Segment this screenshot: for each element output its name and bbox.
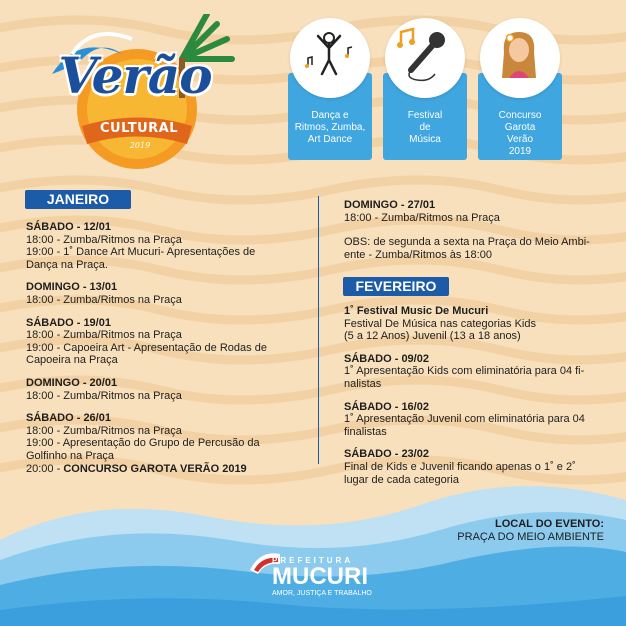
final-highlight: CONCURSO GAROTA VERÃO 2019: [63, 462, 247, 475]
event-line: 18:00 - Zumba/Ritmos na Praça: [26, 389, 182, 402]
event-date: SÁBADO - 19/01: [26, 316, 111, 329]
event-date: SÁBADO - 26/01: [26, 412, 111, 425]
event-line: 19:00 - Apresentação do Grupo de Percusão da: [26, 437, 260, 450]
event-line: 19:00 - 1˚ Dance Art Mucuri- Apresentações de: [26, 246, 256, 259]
obs-line: ente - Zumba/Ritmos às 18:00: [344, 248, 492, 261]
location-title: LOCAL DO EVENTO:: [495, 518, 604, 530]
card-label: Dança e Ritmos, Zumba, Art Dance: [294, 110, 366, 145]
obs-line: OBS: de segunda a sexta na Praça do Meio Ambi-: [344, 236, 590, 249]
card-label: Festival de Música: [407, 110, 443, 145]
column-divider: [318, 196, 319, 464]
month-header-fevereiro: FEVEREIRO: [343, 277, 449, 296]
event-block: [26, 317, 316, 367]
festival-title: 1˚ Festival Music De Mucuri: [344, 305, 489, 317]
event-line: 1˚ Apresentação Juvenil com eliminatória para 04: [344, 413, 585, 426]
event-line: Capoeira na Praça: [26, 354, 118, 367]
event-block: [26, 377, 316, 402]
final-time: 20:00 -: [26, 462, 64, 475]
event-block: [26, 221, 316, 271]
event-date: DOMINGO - 13/01: [26, 281, 118, 294]
event-line: Final de Kids e Juvenil ficando apenas o 1˚ e 2˚: [344, 460, 576, 473]
festival-line: (5 a 12 Anos) Juvenil (13 a 18 anos): [344, 330, 521, 343]
event-line: 18:00 - Zumba/Ritmos na Praça: [26, 424, 182, 437]
event-line: Dança na Praça.: [26, 258, 108, 271]
event-date: DOMINGO - 20/01: [26, 376, 118, 389]
location-value: PRAÇA DO MEIO AMBIENTE: [457, 531, 604, 543]
event-date: SÁBADO - 23/02: [344, 448, 429, 461]
event-date: SÁBADO - 16/02: [344, 400, 429, 413]
prefeitura-label: PREFEITURA: [272, 556, 354, 565]
prefeitura-slogan: AMOR, JUSTIÇA E TRABALHO: [272, 590, 372, 597]
event-line: finalistas: [344, 425, 387, 438]
event-date: DOMINGO - 27/01: [344, 199, 436, 211]
dancer-icon: [300, 26, 358, 84]
event-date: SÁBADO - 09/02: [344, 352, 429, 365]
card-label: Concurso Garota Verão 2019: [498, 110, 542, 157]
event-line: 18:00 - Zumba/Ritmos na Praça: [26, 293, 182, 306]
event-line: lugar de cada categoria: [344, 473, 459, 486]
card-concurso: [478, 18, 562, 160]
janeiro-schedule: [26, 221, 316, 475]
event-line: 19:00 - Capoeira Art - Apresentação de Rodas de: [26, 341, 267, 354]
event-line: 18:00 - Zumba/Ritmos na Praça: [26, 329, 182, 342]
event-location: [457, 518, 604, 544]
prefeitura-name: MUCURI: [272, 563, 368, 590]
logo-subtitle: CULTURAL: [99, 121, 178, 136]
logo-title: Verão: [58, 46, 212, 105]
fevereiro-schedule: [344, 305, 614, 486]
event-block: [26, 412, 316, 475]
girl-portrait-icon: [490, 26, 548, 84]
event-line: Golfinho na Praça: [26, 449, 115, 462]
right-schedule-top: [344, 199, 614, 261]
card-danca: [288, 18, 372, 160]
microphone-music-icon: [395, 26, 453, 84]
event-date: SÁBADO - 12/01: [26, 221, 111, 233]
event-line-final: [26, 463, 316, 476]
festival-line: Festival De Música nas categorias Kids: [344, 317, 536, 330]
month-header-janeiro: JANEIRO: [25, 190, 131, 209]
event-line: 18:00 - Zumba/Ritmos na Praça: [26, 233, 182, 246]
event-block: [26, 281, 316, 306]
event-line: 18:00 - Zumba/Ritmos na Praça: [344, 211, 500, 224]
event-line: 1˚ Apresentação Kids com eliminatória para 04 fi-: [344, 365, 585, 378]
card-festival: [383, 18, 467, 160]
logo-year: 2019: [129, 141, 151, 150]
event-line: nalistas: [344, 377, 382, 390]
